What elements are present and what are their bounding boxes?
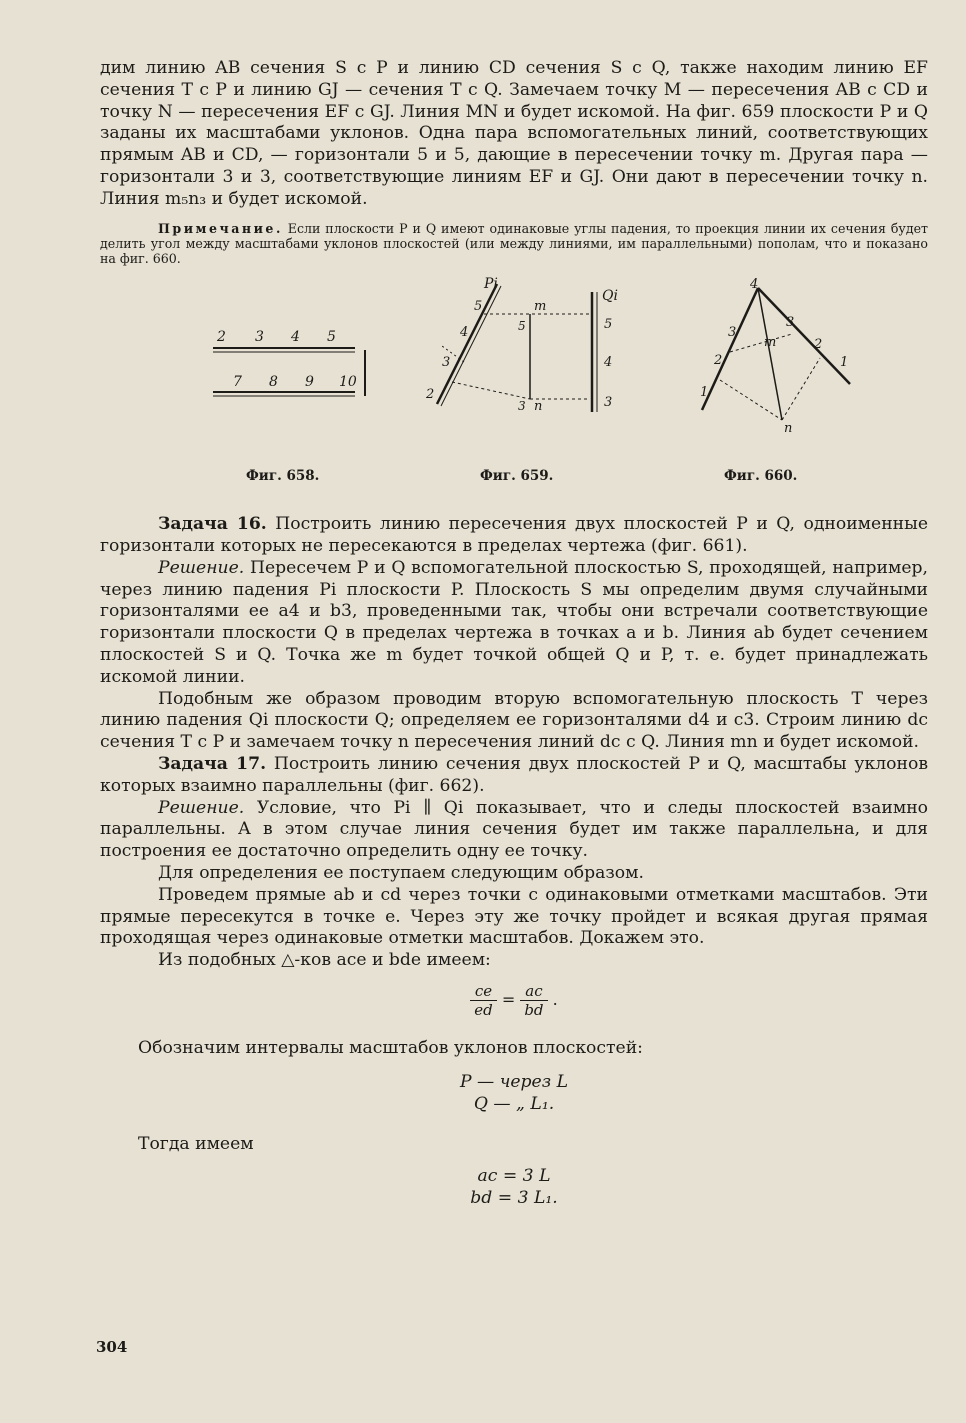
- caption-fig-658: Фиг. 658.: [246, 468, 320, 485]
- fig660-label: 1: [700, 385, 709, 401]
- fig660-label: 3: [786, 315, 795, 331]
- fig660-label-n: n: [784, 421, 793, 435]
- fig658-top-label: 3: [255, 329, 264, 346]
- task-16-heading: Задача 16.: [158, 514, 267, 535]
- paragraph-similar: Подобным же образом проводим вторую вспомогательную плоскость T через линию падения Qi плоскости Q; определяем ее горизонталями d4 и c3. Строим линию dc сечения T с P и замечаем точку n пересечения линий dc с Q. Линия mn и будет искомой.: [100, 688, 928, 753]
- fig659-label-left: 2: [426, 387, 435, 403]
- equation-bd: bd = 3 L₁.: [470, 1187, 558, 1208]
- fig658-bottom-label: 10: [339, 374, 357, 391]
- solution-16-heading: Решение.: [158, 557, 245, 578]
- paragraph-define: Для определения ее поступаем следующим образом.: [158, 862, 644, 883]
- task-16-text: Построить линию пересечения двух плоскостей P и Q, одноименные горизонтали которых не пересекаются в пределах чертежа (фиг. 661).: [100, 514, 928, 556]
- paragraph-draw: Проведем прямые ab и cd через точки с одинаковыми отметками масштабов. Эти прямые пересекутся в точке e. Через эту же точку пройдет и всякая другая прямая проходящая через одинаковые отметки масштабов. Докажем это.: [100, 884, 928, 949]
- task-16: [100, 514, 928, 558]
- page-content: [100, 58, 928, 1209]
- fig659-label-n: n: [534, 399, 543, 415]
- equation-ac: ac = 3 L: [477, 1165, 551, 1186]
- paragraph-intro: дим линию AB сечения S с P и линию CD сечения S с Q, также находим линию EF сечения T с P и линию GJ — сечения T с Q. Замечаем точку M — пересечения AB с CD и точку N — пересечения EF с GJ. Линия MN и будет искомой. На фиг. 659 плоскости P и Q заданы их масштабами уклонов. Одна пара вспомогательных линий, соответствующих прямым AB и CD, — горизонтали 5 и 5, дающие в пересечении точку m. Другая пара — горизонтали 3 и 3, соответствующие линиям EF и GJ. Они дают в пересечении точку n. Линия m₅n₃ и будет искомой.: [100, 58, 928, 209]
- fig659-label-pi: Pi: [484, 276, 498, 293]
- fig659-label-m: m: [534, 299, 547, 315]
- paragraph-triangles: Из подобных △-ков ace и bde имеем:: [158, 950, 491, 971]
- fig658-top-label: 5: [327, 329, 336, 346]
- task-17: [100, 754, 928, 798]
- page-number: 304: [96, 1338, 128, 1356]
- fig658-top-label: 4: [291, 329, 300, 346]
- solution-17: [100, 798, 928, 863]
- fig659-label-qi: Qi: [602, 288, 618, 305]
- note: [100, 221, 928, 267]
- fig659-label-right: 5: [604, 317, 613, 333]
- fig660-label: 1: [840, 355, 849, 371]
- fig659-label-left: 5: [474, 299, 483, 315]
- fig659-label-left: 3: [442, 355, 451, 371]
- fig658-bottom-label: 7: [233, 374, 242, 391]
- solution-17-heading: Решение.: [158, 797, 245, 818]
- solution-16-text: Пересечем P и Q вспомогательной плоскостью S, проходящей, например, через линию падения Pi плоскости P. Плоскость S мы определим двумя случайными горизонталями ее a4 и b3, проведенными так, чтобы они встречали соответствующие горизонтали плоскости Q в пределах чертежа в точках a и b. Линия ab будет сечением плоскостей S и Q. Точка же m будет точкой общей Q и P, т. е. будет принадлежать искомой линии.: [100, 557, 928, 687]
- fig658-bottom-label: 9: [305, 374, 314, 391]
- fig658-top-label: 2: [217, 329, 226, 346]
- fraction-ce-ed: $\frac{ce}{ed}$: [470, 982, 496, 1019]
- figure-659: [422, 274, 642, 434]
- note-text: Если плоскости P и Q имеют одинаковые углы падения, то проекция линии их сечения будет делить угол между масштабами уклонов плоскостей (или между линиями, им параллельными) пополам, что и показано на фиг. 660.: [100, 220, 928, 266]
- fig659-label-m5: 5: [518, 319, 526, 334]
- intervals-line-2: Q — „ L₁.: [473, 1093, 555, 1114]
- fig660-label: 3: [728, 325, 737, 341]
- fig658-bottom-label: 8: [269, 374, 278, 391]
- solution-16: [100, 558, 928, 689]
- intervals-line-1: P — через L: [460, 1071, 568, 1092]
- caption-fig-660: Фиг. 660.: [724, 468, 798, 485]
- fraction-ac-bd: $\frac{ac}{bd}$: [520, 982, 547, 1019]
- fig659-label-right: 4: [604, 355, 613, 371]
- fig659-label-n3: 3: [518, 399, 526, 414]
- caption-fig-659: Фиг. 659.: [480, 468, 554, 485]
- fig660-label: 2: [714, 353, 723, 369]
- note-heading: Примечание.: [158, 220, 283, 236]
- task-17-heading: Задача 17.: [158, 753, 267, 774]
- fig659-label-left: 4: [460, 325, 469, 341]
- paragraph-then: Тогда имеем: [138, 1133, 254, 1154]
- fig660-label: 2: [814, 337, 823, 353]
- figure-660: [690, 274, 870, 434]
- solution-17-text: Условие, что Pi ∥ Qi показывает, что и следы плоскостей взаимно параллельны. А в этом случае линия сечения будет им также параллельна, и для построения ее достаточно определить одну ее точку.: [100, 797, 928, 862]
- figure-658: [205, 308, 375, 408]
- fig660-label-m: m: [764, 335, 777, 351]
- fig659-label-right: 3: [604, 395, 613, 411]
- proportion-equation: $\frac{ce}{ed}$ = $\frac{ac}{bd}$ .: [100, 982, 928, 1019]
- paragraph-intervals: Обозначим интервалы масштабов уклонов плоскостей:: [138, 1037, 643, 1058]
- task-17-text: Построить линию сечения двух плоскостей P и Q, масштабы уклонов которых взаимно параллельны (фиг. 662).: [100, 753, 928, 796]
- figures-row: [100, 276, 928, 494]
- fig660-label: 4: [750, 277, 759, 293]
